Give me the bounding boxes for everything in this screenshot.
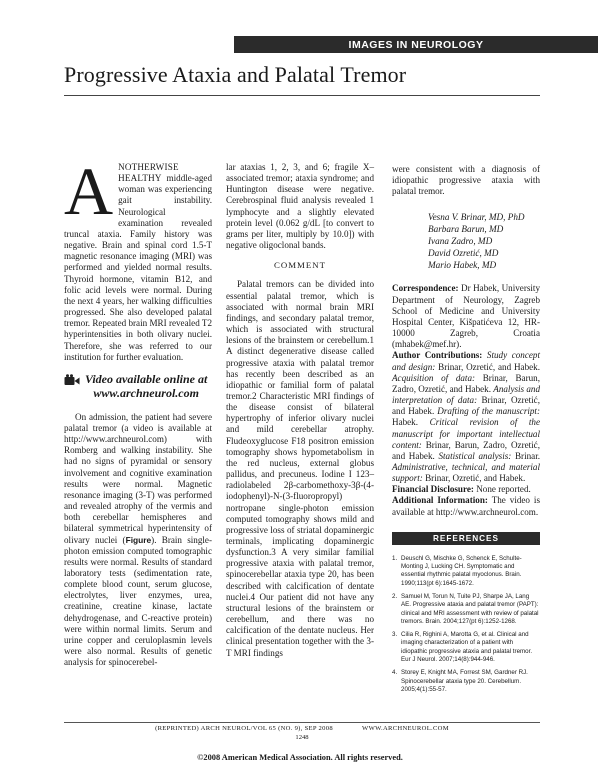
- correspondence-label: Correspondence:: [392, 283, 459, 294]
- contrib-names: Brinar, Ozretić, and Habek.: [438, 361, 540, 372]
- comment-heading: COMMENT: [274, 260, 326, 271]
- video-callout-line1: Video available online at: [85, 371, 208, 386]
- intro-paragraph: [64, 153, 212, 363]
- contrib-role: Study concept and design:: [392, 350, 540, 372]
- video-callout-link[interactable]: www.archneurol.com: [93, 385, 199, 400]
- disclosure-label: Financial Disclosure:: [392, 484, 474, 495]
- section-label: IMAGES IN NEUROLOGY: [348, 38, 484, 51]
- reference-number: 2.: [392, 592, 398, 600]
- contrib-names: Brinar.: [514, 450, 540, 461]
- contrib-role: Statistical analysis:: [438, 450, 512, 461]
- contrib-role: Drafting of the manuscript:: [437, 406, 540, 417]
- contrib-names: Brinar, Barun, Zadro, Ozretić, and Habek.: [392, 439, 540, 461]
- contrib-role: Critical revision of the manuscript for important intellectual content:: [392, 417, 540, 450]
- reference-item: [392, 669, 540, 694]
- admission-paragraph: [64, 412, 212, 669]
- reference-text: Samuel M, Torun N, Tuite PJ, Sharpe JA, Lang AE. Progressive ataxia and palatal tremor (PAPT): clinical and MRI assessment with review of palatal tremors. Brain. 2004;127(pt 6):1252-1268.: [401, 592, 539, 625]
- column-1: [64, 153, 212, 668]
- correspondence: [392, 283, 540, 350]
- title-rule: [64, 95, 540, 96]
- references-heading-band: [392, 532, 540, 545]
- footer-citation: (REPRINTED) ARCH NEUROL/VOL 65 (NO. 9), SEP 2008: [155, 725, 333, 732]
- contrib-names: Brinar, Ozretić, and Habek.: [392, 395, 540, 417]
- correspondence-text: Dr Habek, University Department of Neurology, Zagreb School of Medicine and University Hospital Center, Kišpatićeva 12, HR-10000 Zagreb, Croatia (mhabek@mef.hr).: [392, 283, 540, 350]
- video-callout[interactable]: [64, 372, 212, 400]
- comment-paragraph: Palatal tremors can be divided into essential palatal tremor, which is associated with normal brain MRI findings, and secondary palatal tremor, which is associated with structural lesions of the brainstem or cerebellum.1 A distinct degenerative disease called progressive ataxia with palatal tremor has recently been described as an idiopathic or familial form of palatal tremor.2 Characteristic MRI findings of the disease consist of bilateral hypertrophy of inferior olivary nuclei and mild cerebellar atrophy. Fludeoxyglucose F18 positron emission tomography shows hypometabolism in the red nucleus, external globus pallidus, and precuneus. Iodine I 123–radiolabeled 2β-carbomethoxy-3β-(4-iodophenyl)-N-(3-fluoropropyl) nortropane single-photon emission computed tomography shows mild and progressive loss of striatal dopaminergic terminals, implicating dopaminergic dysfunction.3 A very similar familial progressive ataxia with palatal tremor, spinocerebellar ataxia type 20, has been described with calcification of dentate nuclei.4 Our patient did not have any structural lesions of the brainstem or cerebellum, and there was no calcification of the dentate nucleus. Her clinical presentation together with the 3-T MRI findings: [226, 279, 374, 658]
- reference-number: 3.: [392, 631, 398, 639]
- reference-list: [392, 555, 540, 694]
- admission-text-a: On admission, the patient had severe palatal tremor (a video is available at http://www.archneurol.com) with Romberg and walking instability. She had no signs of pyramidal or sensory involvement and cognitive examination results were normal. Magnetic resonance imaging (3-T) was performed and revealed atrophy of the vermis and both cerebellar hemispheres and bilateral symmetrical hyperintensity of olivary nuclei (: [64, 411, 212, 545]
- contrib-names: Habek.: [392, 417, 419, 428]
- references-heading: REFERENCES: [433, 533, 499, 543]
- intro-text: middle-aged woman was experiencing gait instability. Neurological examination revealed truncal ataxia. Family history was negative. Brain and spinal cord 1.5-T magnetic resonance imaging (MRI) was performed and yielded normal results. Thyroid hormone, vitamin B12, and folic acid levels were normal. During the next 4 years, her walking difficulties progressed. She also developed palatal tremor. Repeated brain MRI revealed T2 hyperintensities in both olivary nuclei. Therefore, she was referred to our institution for further evaluation.: [64, 173, 212, 362]
- footer-rule: [64, 722, 540, 723]
- author-name: Mario Habek, MD: [428, 260, 497, 271]
- footer-site-link[interactable]: WWW.ARCHNEUROL.COM: [362, 725, 449, 732]
- author-list: [392, 211, 540, 271]
- reference-text: Deuschl G, Mischke G, Schenck E, Schulte-Monting J, Lucking CH. Symptomatic and essential rhythmic palatal myoclonus. Brain. 1990;113(pt 6):1645-1672.: [401, 554, 522, 587]
- additional-text: The video is available at http://www.archneurol.com.: [392, 495, 540, 517]
- column-3: [392, 164, 540, 699]
- contrib-role: Administrative, technical, and material support:: [392, 461, 540, 484]
- reference-number: 1.: [392, 554, 398, 562]
- conclusion-paragraph: were consistent with a diagnosis of idiopathic progressive ataxia with palatal tremor.: [392, 164, 540, 197]
- figure-reference[interactable]: Figure: [125, 534, 152, 545]
- contrib-role: Acquisition of data:: [392, 372, 476, 383]
- author-name: Ivana Zadro, MD: [428, 236, 493, 247]
- reference-item: [392, 631, 540, 664]
- financial-disclosure: [392, 484, 540, 495]
- article-title: Progressive Ataxia and Palatal Tremor: [64, 62, 407, 87]
- reference-text: Storey E, Knight MA, Forrest SM, Gardner RJ. Spinocerebellar ataxia type 20. Cerebellum. 2005;4(1):55-57.: [401, 669, 528, 693]
- reference-item: [392, 555, 540, 588]
- drop-cap: A: [64, 153, 114, 229]
- disclosure-text: None reported.: [476, 484, 531, 495]
- author-name: David Ozretić, MD: [428, 248, 499, 259]
- page-number: 1248: [295, 734, 309, 741]
- admission-text-b: ). Brain single-photon emission computed tomographic results were normal. Results of standard laboratory tests (sedimentation rate, complete blood count, serum glucose, electrolytes, liver enzymes, urea, creatinine, creatine kinase, lactate dehydrogenase, and C-reactive protein) were within normal limits. Serum and urine copper and ceruloplasmin levels were also normal. Results of genetic analysis for spinocerebel-: [64, 534, 212, 668]
- footer-citation-line: [64, 725, 540, 732]
- video-camera-icon: [64, 374, 80, 388]
- contrib-names: Brinar, Ozretić, and Habek.: [425, 473, 526, 484]
- contrib-names: Brinar, Barun, Zadro, Ozretić, and Habek.: [392, 372, 540, 394]
- additional-label: Additional Information:: [392, 495, 488, 506]
- reference-item: [392, 593, 540, 626]
- lead-in: NOTHERWISE HEALTHY: [118, 162, 179, 184]
- results-continued-paragraph: lar ataxias 1, 2, 3, and 6; fragile X–associated tremor; ataxia syndrome; and Huntington disease were negative. Cerebrospinal fluid analysis revealed 1 lymphocyte and a slightly elevated protein level (0.062 g/dL [to convert to grams per liter, multiply by 10.0]) with negative oligoclonal bands.: [226, 162, 374, 251]
- reference-text: Cilia R, Righini A, Marotta G, et al. Clinical and imaging characterization of a patient with idiopathic progressive ataxia and palatal tremor. Eur J Neurol. 2007;14(8):944-946.: [401, 631, 533, 664]
- contrib-role: Analysis and interpretation of data:: [392, 383, 540, 406]
- author-name: Vesna V. Brinar, MD, PhD: [428, 212, 525, 223]
- additional-information: [392, 495, 540, 517]
- section-header-band: [234, 36, 598, 53]
- copyright-notice: ©2008 American Medical Association. All rights reserved.: [197, 753, 403, 762]
- video-callout-text: [85, 372, 207, 400]
- author-contributions: [392, 350, 540, 484]
- author-name: Barbara Barun, MD: [428, 224, 504, 235]
- column-2: [226, 162, 374, 659]
- contributions-label: Author Contributions:: [392, 350, 483, 361]
- reference-number: 4.: [392, 669, 398, 677]
